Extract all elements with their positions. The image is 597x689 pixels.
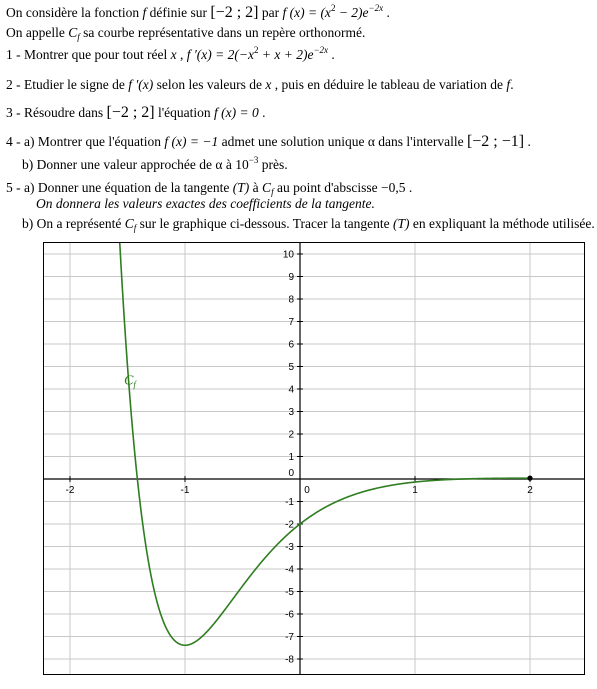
q3-equation: f (x) = 0: [214, 105, 259, 120]
question-4a: [6, 134, 531, 150]
y-tick-label: -4: [285, 564, 294, 576]
q4a-alpha: α: [367, 134, 375, 149]
q4b-alpha: α: [215, 157, 223, 172]
q5a-text-2: à: [249, 180, 263, 195]
function-name: f: [142, 5, 147, 20]
curve-text: On appelle: [6, 25, 69, 40]
q1-exponent-2: 2: [253, 45, 259, 55]
curve-symbol: C: [68, 25, 78, 40]
intro-line: [6, 5, 390, 21]
question-3: [6, 105, 266, 121]
intro-text-3: par: [258, 5, 283, 20]
y-tick-label: -2: [285, 519, 294, 531]
y-tick-label: 10: [282, 249, 294, 261]
q5a-value: −0,5: [381, 180, 406, 195]
q5b-text: b) On a représenté: [22, 216, 125, 231]
question-2: [6, 77, 514, 93]
curve-label-subscript: f: [133, 379, 136, 390]
question-5a-note: On donnera les valeurs exactes des coefficients de la tangente.: [36, 196, 375, 211]
question-4b: [22, 157, 288, 173]
formula-lhs: f (x) = (x: [282, 5, 331, 20]
q5a-curve-sub: f: [271, 187, 274, 197]
curve-line: [6, 25, 365, 41]
y-tick-label: -6: [285, 609, 294, 621]
q1-exponent: −2x: [313, 45, 329, 55]
q2-derivative: f ′(x): [128, 77, 154, 92]
q5b-text-3: en expliquant la méthode utilisée.: [409, 216, 595, 231]
formula-exponent-2: 2: [330, 3, 336, 13]
x-tick-label: 1: [412, 485, 418, 496]
function-graph: [43, 242, 585, 675]
y-tick-label: 6: [288, 339, 294, 351]
y-tick-label: -1: [285, 497, 294, 508]
axes: [44, 243, 584, 674]
question-5a: [6, 180, 412, 196]
q4a-text: 4 - a) Montrer que l'équation: [6, 134, 165, 149]
q2-text: 2 - Etudier le signe de: [6, 77, 129, 92]
q2-x: x: [265, 77, 272, 92]
y-tick-label: 3: [288, 407, 294, 418]
q2-text-2: selon les valeurs de: [153, 77, 266, 92]
y-tick-label: 0: [288, 468, 294, 479]
formula-end: .: [383, 5, 390, 20]
q4a-equation: f (x) = −1: [164, 134, 219, 149]
q4b-text-2: à 10: [222, 157, 249, 172]
q1-derivative-lhs: f ′(x) = 2(−x: [186, 47, 254, 62]
y-tick-label: -8: [285, 654, 294, 666]
q4a-text-2: admet une solution unique: [218, 134, 368, 149]
q5b-curve: C: [124, 216, 134, 231]
y-tick-label: 5: [288, 362, 294, 373]
grid: [44, 243, 584, 674]
graph-svg: [44, 243, 584, 674]
q5a-curve: C: [262, 180, 272, 195]
curve-label: $C_f$: [124, 373, 136, 390]
domain-interval: [−2 ; 2]: [210, 4, 259, 21]
question-5b: [22, 216, 595, 232]
question-1: [6, 47, 335, 63]
q5b-curve-sub: f: [133, 223, 137, 233]
q5a-text-3: au point d'abscisse: [273, 180, 381, 195]
q3-end: .: [258, 105, 266, 120]
x-tick-label: 0: [304, 485, 310, 496]
q2-f: f: [506, 77, 511, 92]
q3-domain: [−2 ; 2]: [106, 104, 155, 121]
q4a-end: .: [524, 134, 531, 149]
y-tick-label: 7: [288, 317, 294, 328]
q1-derivative-mid: + x + 2)e: [258, 47, 314, 62]
y-tick-label: 9: [288, 272, 294, 283]
q1-mid: ,: [176, 47, 187, 62]
intro-text: On considère la fonction: [6, 5, 143, 20]
q5a-end: .: [405, 180, 413, 195]
q5b-text-2: sur le graphique ci-dessous. Tracer la tangente: [136, 216, 394, 231]
y-tick-label: 1: [288, 452, 294, 463]
formula-exponent: −2x: [368, 3, 384, 13]
q5b-tangent: (T): [393, 216, 410, 231]
x-tick-label: -2: [65, 485, 75, 496]
y-tick-label: 4: [288, 384, 294, 396]
q1-label: 1 - Montrer que pour tout réel: [6, 47, 171, 62]
y-tick-label: -7: [285, 632, 294, 643]
q2-text-3: , puis en déduire le tableau de variation de: [271, 77, 507, 92]
q3-text: 3 - Résoudre dans: [6, 105, 107, 120]
q4b-exponent: −3: [248, 155, 259, 165]
formula-mid: − 2)e: [335, 5, 369, 20]
q4b-text-3: près.: [258, 157, 288, 172]
curve-subscript: f: [77, 32, 80, 42]
x-tick-label: 2: [527, 485, 533, 496]
curve-end-point: [527, 476, 532, 481]
x-tick-label: -1: [180, 485, 190, 496]
q2-end: .: [510, 77, 514, 92]
y-tick-label: -3: [285, 542, 294, 553]
y-tick-label: -5: [285, 587, 294, 598]
curve-cf: [119, 243, 530, 645]
q4a-interval: [−2 ; −1]: [466, 133, 525, 150]
q1-end: .: [328, 47, 335, 62]
q1-x: x: [170, 47, 177, 62]
intro-text-2: définie sur: [146, 5, 211, 20]
y-tick-label: 2: [288, 429, 294, 441]
q5a-tangent: (T): [232, 180, 250, 195]
q4b-text: b) Donner une valeur approchée de: [22, 157, 216, 172]
q5a-text: 5 - a) Donner une équation de la tangente: [6, 180, 233, 195]
curve-text-2: sa courbe représentative dans un repère orthonormé.: [79, 25, 366, 40]
q3-text-2: l'équation: [154, 105, 215, 120]
y-tick-label: 8: [288, 294, 294, 306]
q4a-text-3: dans l'intervalle: [374, 134, 467, 149]
